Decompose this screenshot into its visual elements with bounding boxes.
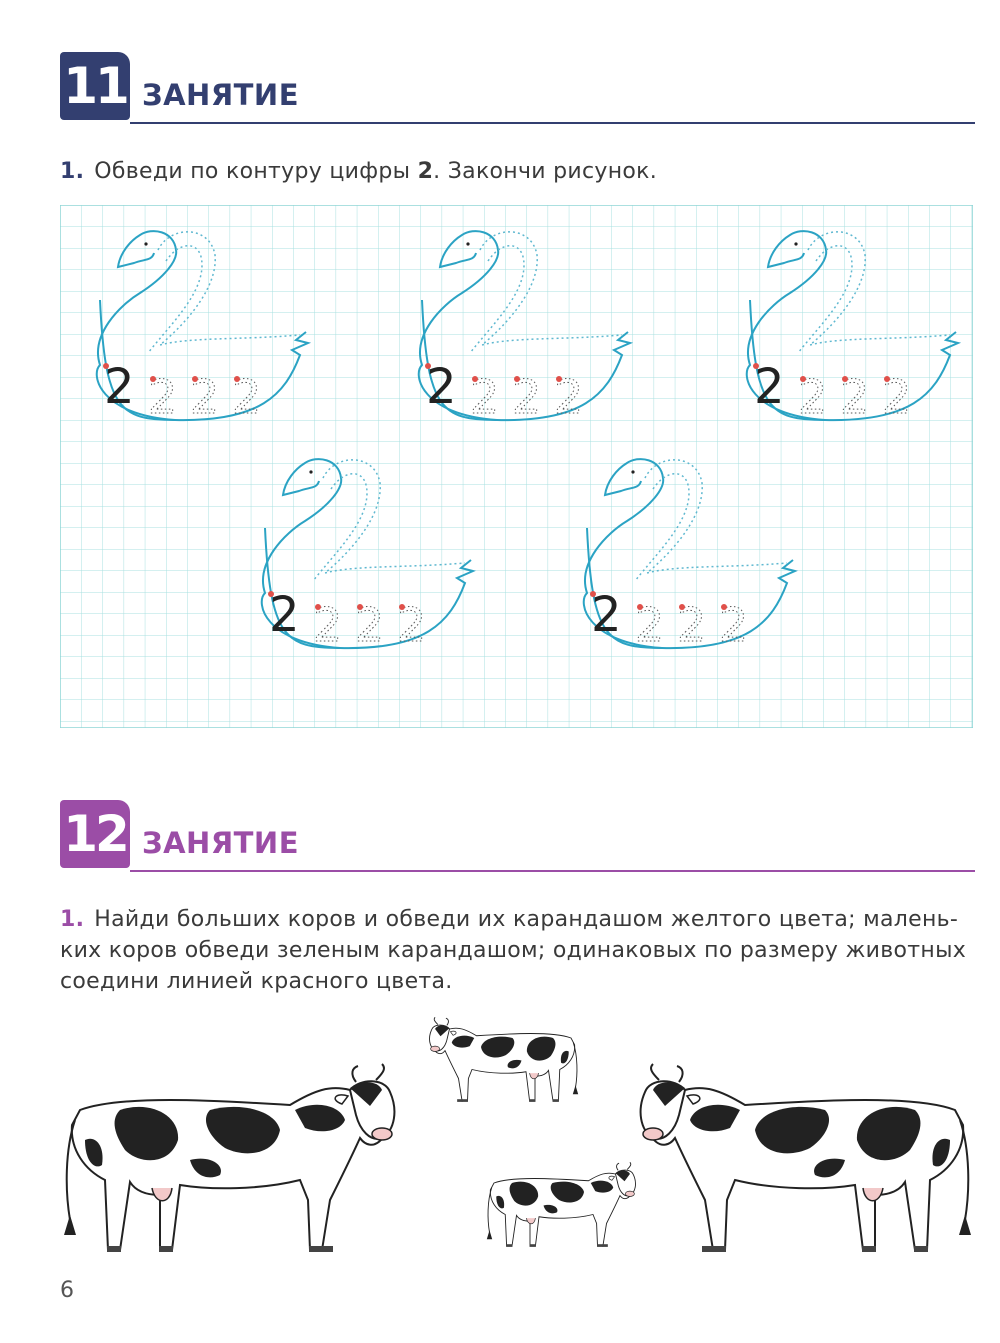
lesson-number-badge: 11 [60,52,130,120]
lesson-title: ЗАНЯТИЕ [142,826,300,860]
big-cow-icon [64,1064,394,1252]
task-digit: 2 [417,159,434,184]
big-cow-icon [641,1064,971,1252]
tracing-grid[interactable] [60,205,973,728]
lesson-title: ЗАНЯТИЕ [142,78,300,112]
task-number: 1. [60,907,85,932]
lesson-12-task [60,904,975,997]
lesson-number-badge: 12 [60,800,130,868]
grid-background [60,205,973,728]
task-text-after: . Закончи рисунок. [433,159,658,184]
lesson-12-header [60,800,975,872]
task-line-1: 1. Найди больших коров и обведи их карандашом желтого цвета; малень- [60,907,959,932]
task-number: 1. [60,159,85,184]
lesson-11-task [60,156,975,187]
header-divider [130,870,975,872]
small-cow-icon [430,1017,579,1102]
task-line-3: соедини линией красного цвета. [60,969,453,994]
task-text-before: Обведи по контуру цифры [94,159,411,184]
lesson-11-header [60,52,975,124]
header-divider [130,122,975,124]
cows-illustration[interactable] [0,1010,1000,1265]
small-cow-icon [487,1162,636,1247]
task-line-2: ких коров обведи зеленым карандашом; одинаковых по размеру животных [60,938,967,963]
page-number: 6 [60,1278,74,1303]
